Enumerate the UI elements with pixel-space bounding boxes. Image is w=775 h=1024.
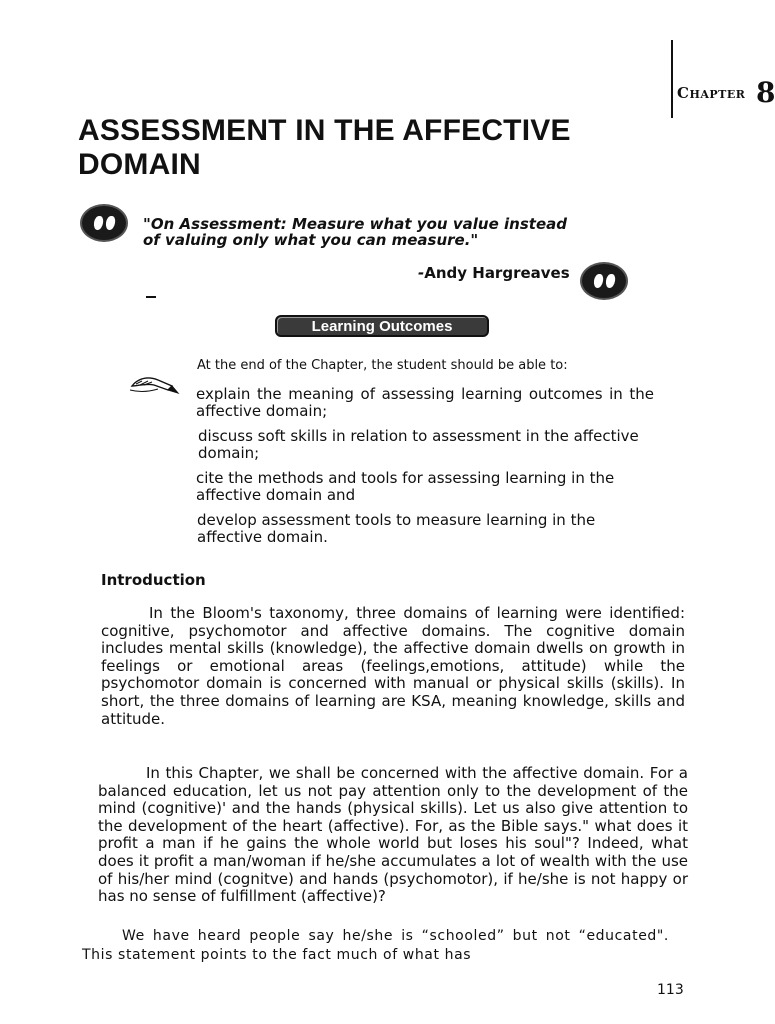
paragraph-text: In this Chapter, we shall be concerned with the affective domain. For a balanced education, let us not pay attention only to the development of the mind (cognitive)' and the hands (physical skills). Let us also give attention to the development of the heart (affective). For, as the Bible says." what does it profit a man if he gains the whole world but loses his soul"? Indeed, what does it profit a man/woman if he/she accumulates a lot of wealth with the use of his/her mind (cognitve) and hands (psychomotor), if he/she is not happy or has no sense of fulfillment (affective)? <box>98 764 688 906</box>
page-title <box>78 114 678 182</box>
divider-dash <box>146 296 156 298</box>
title-line-2: DOMAIN <box>78 148 201 181</box>
author-name: Andy Hargreaves <box>424 264 570 282</box>
chapter-divider <box>671 40 673 118</box>
outcome-item: develop assessment tools to measure learning in the affective domain. <box>197 511 596 546</box>
outcome-item: cite the methods and tools for assessing learning in the affective domain and <box>196 469 615 504</box>
learning-outcomes-banner: Learning Outcomes <box>275 315 489 337</box>
outcome-item: discuss soft skills in relation to assessment in the affective domain; <box>198 427 639 462</box>
quote-author <box>418 264 570 282</box>
title-line-1: ASSESSMENT IN THE AFFECTIVE <box>78 114 571 147</box>
quote-close-icon <box>580 262 628 300</box>
chapter-label: Chapter <box>677 84 746 102</box>
paragraph-text: In the Bloom's taxonomy, three domains of learning were identified: cognitive, psychomotor and affective domains. The cognitive domain includes mental skills (knowledge), the affective domain dwells on growth in feelings or emotional areas (feelings,emotions, attitude) while the psychomotor domain is concerned with manual or physical skills (skills). In short, the three domains of learning are KSA, meaning knowledge, skills and attitude. <box>101 604 685 728</box>
author-prefix: - <box>418 264 425 282</box>
epigraph-quote: "On Assessment: Measure what you value instead of valuing only what you can measure." <box>143 215 567 249</box>
outcome-item: explain the meaning of assessing learning outcomes in the affective domain; <box>196 385 654 420</box>
page-number: 113 <box>657 982 684 998</box>
body-paragraph <box>98 765 688 906</box>
quote-open-icon <box>80 204 128 242</box>
body-paragraph <box>101 605 685 728</box>
body-paragraph <box>82 927 669 965</box>
pen-writing-icon <box>128 372 180 396</box>
section-heading-introduction: Introduction <box>101 571 206 589</box>
chapter-number: 8 <box>756 76 775 109</box>
paragraph-text: We have heard people say he/she is “schooled” but not “educated". This statement points to the fact much of what has <box>82 928 669 963</box>
outcomes-intro: At the end of the Chapter, the student should be able to: <box>197 358 568 373</box>
